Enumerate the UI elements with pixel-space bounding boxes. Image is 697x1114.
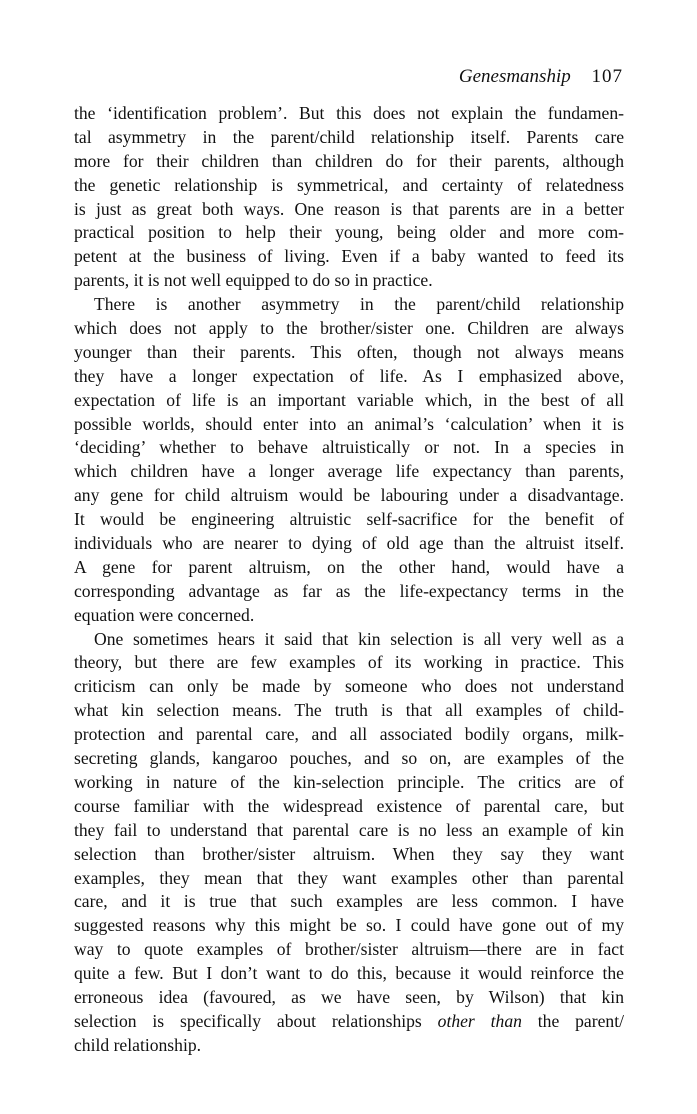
text-line: corresponding advantage as far as the life-expectancy terms in the <box>74 580 624 601</box>
text-line: erroneous idea (favoured, as we have seen, by Wilson) that kin <box>74 986 624 1007</box>
text-line: One sometimes hears it said that kin selection is all very well as a <box>94 628 624 649</box>
text-line: younger than their parents. This often, though not always means <box>74 341 624 362</box>
running-head <box>459 66 623 88</box>
text-line: quite a few. But I don’t want to do this, because it would reinforce the <box>74 963 624 984</box>
text-line: is just as great both ways. One reason is that parents are in a better <box>74 198 624 219</box>
text-line: tal asymmetry in the parent/child relationship itself. Parents care <box>74 126 624 147</box>
text-line: selection is specifically about relationships other than the parent/ <box>74 1010 624 1031</box>
text-line: There is another asymmetry in the parent/child relationship <box>94 294 624 315</box>
text-line: more for their children than children do for their parents, although <box>74 150 624 171</box>
text-line: course familiar with the widespread existence of parental care, but <box>74 795 624 816</box>
text-line: theory, but there are few examples of its working in practice. This <box>74 652 624 673</box>
text-line: secreting glands, kangaroo pouches, and so on, are examples of the <box>74 748 624 769</box>
body-text <box>74 102 624 1058</box>
text-line: petent at the business of living. Even if a baby wanted to feed its <box>74 246 624 267</box>
text-line: It would be engineering altruistic self-sacrifice for the benefit of <box>74 509 624 530</box>
text-line: which does not apply to the brother/sister one. Children are always <box>74 318 624 339</box>
text-line: they fail to understand that parental care is no less an example of kin <box>74 819 624 840</box>
text-line: care, and it is true that such examples are less common. I have <box>74 891 624 912</box>
text-line: any gene for child altruism would be labouring under a disadvantage. <box>74 485 624 506</box>
text-line: which children have a longer average life expectancy than parents, <box>74 461 624 482</box>
emphasis: other than <box>437 1010 522 1031</box>
text-line: equation were concerned. <box>74 604 255 625</box>
text-line: the ‘identification problem’. But this does not explain the fundamen- <box>74 103 624 123</box>
text-line: parents, it is not well equipped to do so in practice. <box>74 270 433 291</box>
running-head-title: Genesmanship <box>458 66 571 87</box>
text-line: way to quote examples of brother/sister altruism—there are in fact <box>74 939 624 960</box>
text-line: selection than brother/sister altruism. When they say they want <box>74 843 624 864</box>
text-line: suggested reasons why this might be so. I could have gone out of my <box>74 915 624 936</box>
text-line: working in nature of the kin-selection principle. The critics are of <box>74 771 624 792</box>
text-line: the genetic relationship is symmetrical, and certainty of relatedness <box>74 174 624 195</box>
text-line: criticism can only be made by someone who does not understand <box>74 676 624 697</box>
text-line: protection and parental care, and all associated bodily organs, milk- <box>74 724 624 745</box>
text-line: ‘deciding’ whether to behave altruistically or not. In a species in <box>74 437 624 458</box>
text-line: A gene for parent altruism, on the other hand, would have a <box>74 556 624 577</box>
page-number: 107 <box>591 66 623 87</box>
text-line: practical position to help their young, being older and more com- <box>74 222 624 243</box>
text-line: child relationship. <box>74 1034 202 1055</box>
text-line: expectation of life is an important variable which, in the best of all <box>74 389 624 410</box>
text-line: examples, they mean that they want examples other than parental <box>74 867 624 888</box>
text-line: individuals who are nearer to dying of old age than the altruist itself. <box>74 533 624 554</box>
text-line: what kin selection means. The truth is that all examples of child- <box>74 700 624 721</box>
text-line: they have a longer expectation of life. As I emphasized above, <box>74 365 624 386</box>
text-line: possible worlds, should enter into an animal’s ‘calculation’ when it is <box>74 413 624 434</box>
